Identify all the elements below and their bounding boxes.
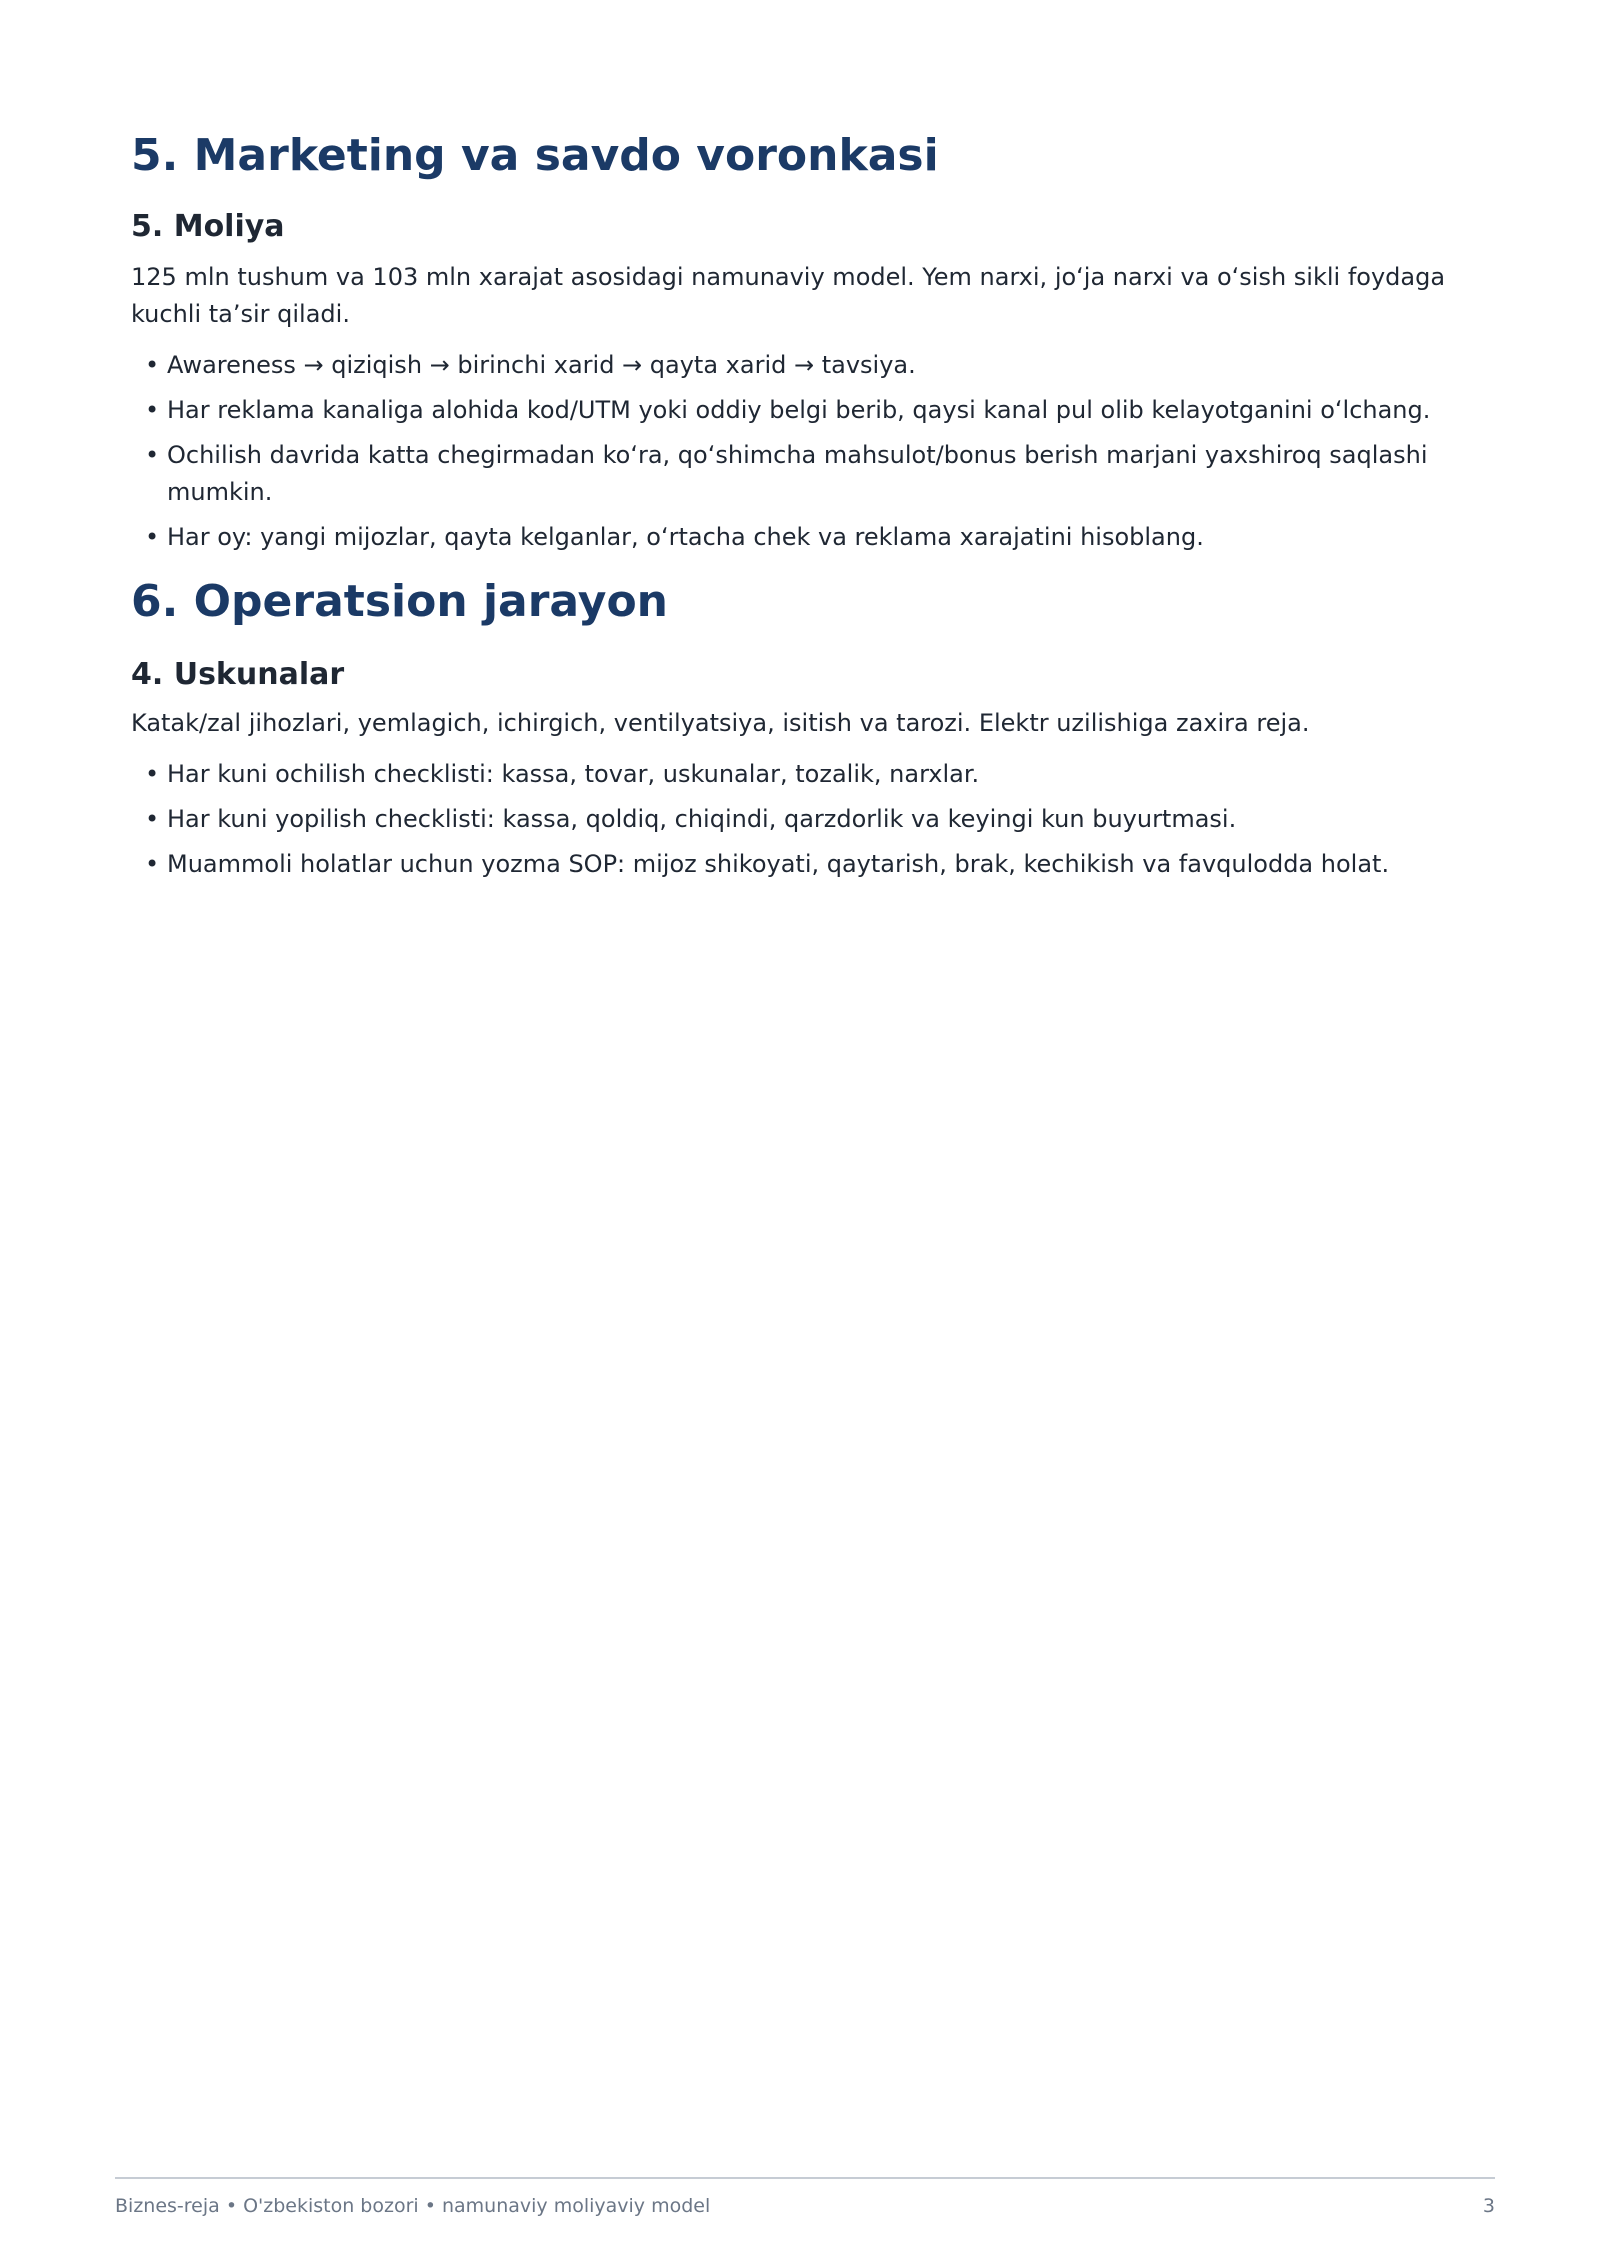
footer-divider (115, 2177, 1495, 2179)
document-page (131, 120, 1471, 891)
subsection-title-moliya: 5. Moliya (131, 208, 285, 244)
footer-text: Biznes-reja • O'zbekiston bozori • namunaviy moliyaviy model (115, 2195, 711, 2217)
bullet-list-marketing (131, 347, 1471, 556)
list-item: • Har kuni ochilish checklisti: kassa, tovar, uskunalar, tozalik, narxlar. (145, 756, 1471, 793)
list-item: • Awareness → qiziqish → birinchi xarid → qayta xarid → tavsiya. (145, 347, 1471, 384)
list-item: • Ochilish davrida katta chegirmadan koʻra, qoʻshimcha mahsulot/bonus berish marjani yaxshiroq saqlashi mumkin. (145, 437, 1471, 511)
page-number: 3 (1482, 2195, 1495, 2217)
section-title-operations: 6. Operatsion jarayon (131, 575, 669, 627)
section-paragraph-uskunalar: Katak/zal jihozlari, yemlagich, ichirgich, ventilyatsiya, isitish va tarozi. Elektr uzilishiga zaxira reja. (131, 708, 1310, 737)
list-item: • Har oy: yangi mijozlar, qayta kelganlar, oʻrtacha chek va reklama xarajatini hisoblang. (145, 519, 1471, 556)
section-paragraph-moliya: 125 mln tushum va 103 mln xarajat asosidagi namunaviy model. Yem narxi, joʻja narxi va oʻsish sikli foydaga kuchli taʼsir qiladi. (131, 262, 1446, 328)
bullet-list-operations (131, 756, 1471, 883)
list-item: • Muammoli holatlar uchun yozma SOP: mijoz shikoyati, qaytarish, brak, kechikish va favqulodda holat. (145, 846, 1471, 883)
section-title-marketing: 5. Marketing va savdo voronkasi (131, 130, 939, 181)
list-item: • Har reklama kanaliga alohida kod/UTM yoki oddiy belgi berib, qaysi kanal pul olib kelayotganini oʻlchang. (145, 392, 1471, 429)
list-item: • Har kuni yopilish checklisti: kassa, qoldiq, chiqindi, qarzdorlik va keyingi kun buyurtmasi. (145, 801, 1471, 838)
subsection-title-uskunalar: 4. Uskunalar (131, 656, 345, 692)
